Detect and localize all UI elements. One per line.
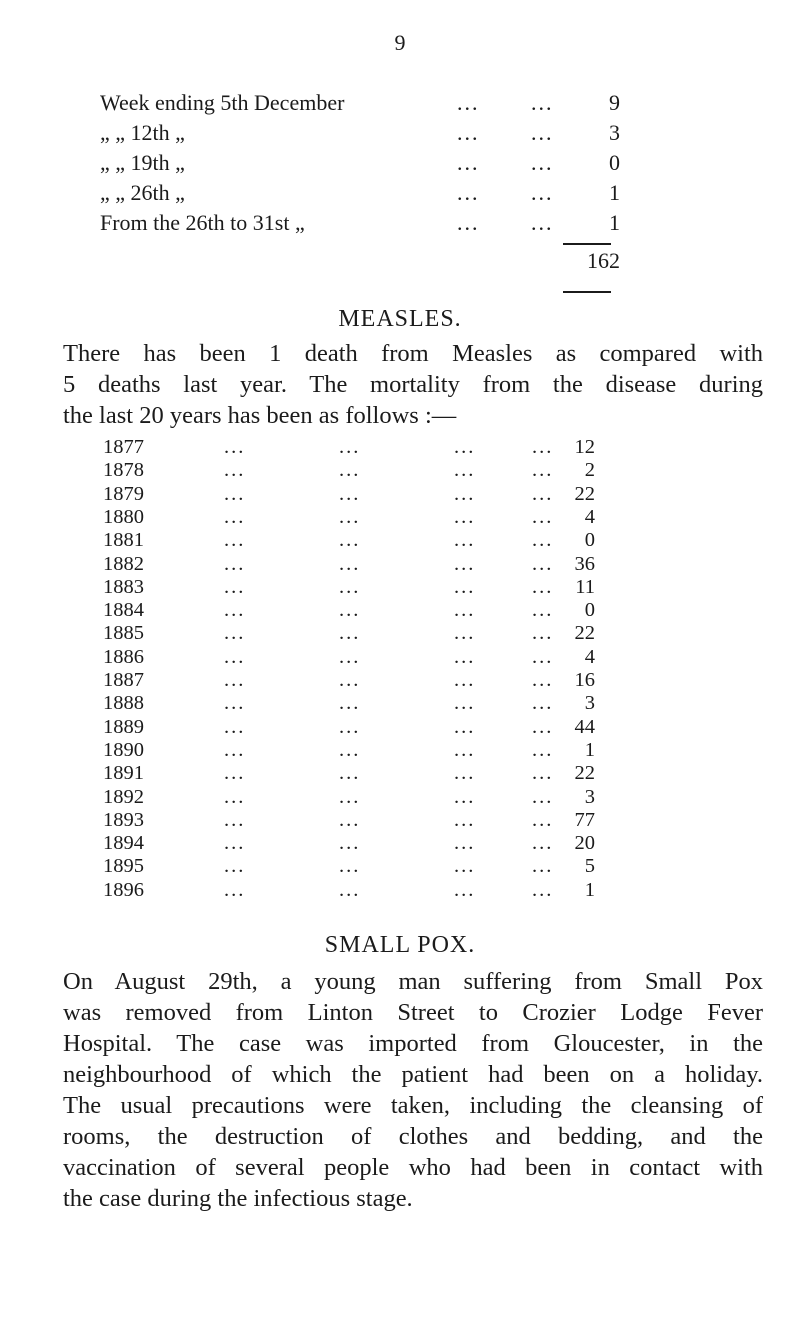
leader-dots: ... (224, 832, 246, 855)
year: 1887 (103, 669, 144, 691)
leader-dots: ... (224, 599, 246, 622)
leader-dots: ... (532, 738, 554, 761)
leader-dots: ... (454, 436, 476, 458)
week-label: From the 26th to 31st „ (100, 210, 305, 235)
leader-dots: ... (532, 669, 554, 691)
deaths: 22 (574, 762, 595, 785)
year: 1895 (103, 855, 144, 878)
text-line: The usual precautions were taken, including the cleansing of (63, 1092, 763, 1119)
leader-dots: ... (339, 459, 361, 482)
page-number: 9 (394, 30, 406, 55)
text-line: On August 29th, a young man suffering from Small Pox (63, 968, 763, 995)
leader-dots: ... (532, 575, 554, 598)
year: 1877 (103, 436, 144, 458)
deaths: 36 (574, 552, 595, 575)
mortality-row (0, 831, 800, 856)
week-deaths: 1 (609, 180, 620, 205)
leader-dots: ... (532, 622, 554, 645)
leader-dots: ... (531, 120, 554, 145)
leader-dots: ... (339, 738, 361, 761)
leader-dots: ... (454, 832, 476, 855)
week-deaths: 9 (609, 90, 620, 115)
leader-dots: ... (532, 808, 554, 831)
text-line: There has been 1 death from Measles as compared with (63, 340, 763, 367)
leader-dots: ... (339, 808, 361, 831)
leader-dots: ... (457, 150, 480, 175)
mortality-row (0, 482, 800, 507)
leader-dots: ... (339, 855, 361, 878)
leader-dots: ... (339, 436, 361, 458)
week-label: „ „ 19th „ (100, 150, 185, 175)
mortality-row (0, 668, 800, 693)
leader-dots: ... (454, 855, 476, 878)
text-line: rooms, the destruction of clothes and bedding, and the (63, 1123, 763, 1150)
week-row (0, 118, 800, 148)
leader-dots: ... (339, 715, 361, 738)
leader-dots: ... (454, 482, 476, 505)
leader-dots: ... (224, 669, 246, 691)
leader-dots: ... (454, 575, 476, 598)
text-line: was removed from Linton Street to Crozier Lodge Fever (63, 999, 763, 1026)
leader-dots: ... (339, 762, 361, 785)
year: 1884 (103, 599, 144, 622)
mortality-row (0, 621, 800, 646)
leader-dots: ... (454, 552, 476, 575)
year: 1879 (103, 482, 144, 505)
leader-dots: ... (224, 645, 246, 668)
week-label: „ „ 12th „ (100, 120, 185, 145)
weeks-total: 162 (587, 248, 620, 273)
mortality-row (0, 715, 800, 740)
leader-dots: ... (224, 505, 246, 528)
leader-dots: ... (454, 738, 476, 761)
mortality-row (0, 645, 800, 670)
leader-dots: ... (532, 482, 554, 505)
leader-dots: ... (454, 505, 476, 528)
leader-dots: ... (532, 505, 554, 528)
leader-dots: ... (454, 599, 476, 622)
text-line: the case during the infectious stage. (63, 1185, 413, 1212)
mortality-row (0, 458, 800, 483)
small-pox-paragraph (63, 966, 763, 1214)
leader-dots: ... (339, 785, 361, 808)
measles-intro (63, 338, 763, 431)
leader-dots: ... (532, 552, 554, 575)
leader-dots: ... (339, 505, 361, 528)
leader-dots: ... (224, 762, 246, 785)
deaths: 1 (584, 738, 595, 761)
year: 1883 (103, 575, 144, 598)
leader-dots: ... (224, 738, 246, 761)
leader-dots: ... (532, 436, 554, 458)
leader-dots: ... (224, 878, 246, 901)
leader-dots: ... (454, 762, 476, 785)
text-line: Hospital. The case was imported from Gloucester, in the (63, 1030, 763, 1057)
leader-dots: ... (532, 715, 554, 738)
deaths: 22 (574, 622, 595, 645)
week-deaths: 1 (609, 210, 620, 235)
leader-dots: ... (532, 645, 554, 668)
year: 1880 (103, 505, 144, 528)
leader-dots: ... (224, 482, 246, 505)
leader-dots: ... (531, 90, 554, 115)
leader-dots: ... (224, 529, 246, 552)
deaths: 4 (584, 645, 595, 668)
mortality-row (0, 785, 800, 810)
leader-dots: ... (454, 459, 476, 482)
text-line: neighbourhood of which the patient had been on a holiday. (63, 1061, 763, 1088)
year: 1893 (103, 808, 144, 831)
year: 1886 (103, 645, 144, 668)
leader-dots: ... (454, 785, 476, 808)
leader-dots: ... (454, 692, 476, 715)
text-line: the last 20 years has been as follows :— (63, 402, 457, 429)
week-row (0, 178, 800, 208)
leader-dots: ... (532, 529, 554, 552)
deaths: 12 (574, 436, 595, 458)
week-row (0, 88, 800, 118)
week-row (0, 148, 800, 178)
deaths: 16 (574, 669, 595, 691)
mortality-row (0, 505, 800, 530)
leader-dots: ... (532, 762, 554, 785)
leader-dots: ... (339, 552, 361, 575)
leader-dots: ... (339, 669, 361, 691)
leader-dots: ... (454, 808, 476, 831)
deaths: 44 (574, 715, 595, 738)
leader-dots: ... (531, 210, 554, 235)
mortality-row (0, 528, 800, 553)
total-rule-bottom (563, 291, 611, 293)
leader-dots: ... (454, 878, 476, 901)
leader-dots: ... (339, 692, 361, 715)
leader-dots: ... (339, 832, 361, 855)
leader-dots: ... (224, 785, 246, 808)
leader-dots: ... (224, 575, 246, 598)
leader-dots: ... (224, 855, 246, 878)
mortality-row (0, 854, 800, 879)
text-line: vaccination of several people who had been in contact with (63, 1154, 763, 1181)
mortality-row (0, 435, 800, 460)
deaths: 11 (575, 575, 595, 598)
deaths: 5 (584, 855, 595, 878)
year: 1881 (103, 529, 144, 552)
total-rule-top (563, 243, 611, 245)
year: 1891 (103, 762, 144, 785)
deaths: 20 (574, 832, 595, 855)
year: 1896 (103, 878, 144, 901)
deaths: 0 (584, 599, 595, 622)
leader-dots: ... (532, 459, 554, 482)
deaths: 1 (584, 878, 595, 901)
mortality-row (0, 761, 800, 786)
mortality-row (0, 575, 800, 600)
leader-dots: ... (454, 622, 476, 645)
leader-dots: ... (454, 669, 476, 691)
leader-dots: ... (224, 552, 246, 575)
mortality-row (0, 552, 800, 577)
deaths: 77 (574, 808, 595, 831)
leader-dots: ... (532, 878, 554, 901)
leader-dots: ... (339, 529, 361, 552)
deaths: 3 (584, 785, 595, 808)
leader-dots: ... (339, 599, 361, 622)
deaths: 2 (584, 459, 595, 482)
mortality-row (0, 878, 800, 903)
deaths: 0 (584, 529, 595, 552)
year: 1890 (103, 738, 144, 761)
year: 1882 (103, 552, 144, 575)
week-row (0, 208, 800, 238)
week-label: Week ending 5th December (100, 90, 345, 115)
mortality-row (0, 808, 800, 833)
leader-dots: ... (224, 436, 246, 458)
leader-dots: ... (532, 785, 554, 808)
leader-dots: ... (339, 622, 361, 645)
leader-dots: ... (532, 855, 554, 878)
week-deaths: 3 (609, 120, 620, 145)
leader-dots: ... (531, 180, 554, 205)
leader-dots: ... (454, 529, 476, 552)
leader-dots: ... (339, 645, 361, 668)
mortality-row (0, 738, 800, 763)
leader-dots: ... (224, 692, 246, 715)
year: 1878 (103, 459, 144, 482)
text-line: 5 deaths last year. The mortality from the disease during (63, 371, 763, 398)
leader-dots: ... (457, 210, 480, 235)
leader-dots: ... (224, 459, 246, 482)
leader-dots: ... (339, 878, 361, 901)
leader-dots: ... (457, 120, 480, 145)
deaths: 3 (584, 692, 595, 715)
leader-dots: ... (457, 180, 480, 205)
leader-dots: ... (339, 482, 361, 505)
deaths: 4 (584, 505, 595, 528)
week-label: „ „ 26th „ (100, 180, 185, 205)
deaths: 22 (574, 482, 595, 505)
year: 1892 (103, 785, 144, 808)
year: 1889 (103, 715, 144, 738)
mortality-row (0, 598, 800, 623)
leader-dots: ... (532, 832, 554, 855)
leader-dots: ... (532, 599, 554, 622)
leader-dots: ... (224, 622, 246, 645)
leader-dots: ... (339, 575, 361, 598)
leader-dots: ... (454, 715, 476, 738)
year: 1885 (103, 622, 144, 645)
leader-dots: ... (531, 150, 554, 175)
measles-heading: MEASLES. (338, 306, 462, 332)
leader-dots: ... (224, 715, 246, 738)
year: 1894 (103, 832, 144, 855)
leader-dots: ... (454, 645, 476, 668)
small-pox-heading: SMALL POX. (324, 932, 476, 958)
week-deaths: 0 (609, 150, 620, 175)
leader-dots: ... (224, 808, 246, 831)
leader-dots: ... (457, 90, 480, 115)
mortality-row (0, 691, 800, 716)
year: 1888 (103, 692, 144, 715)
leader-dots: ... (532, 692, 554, 715)
